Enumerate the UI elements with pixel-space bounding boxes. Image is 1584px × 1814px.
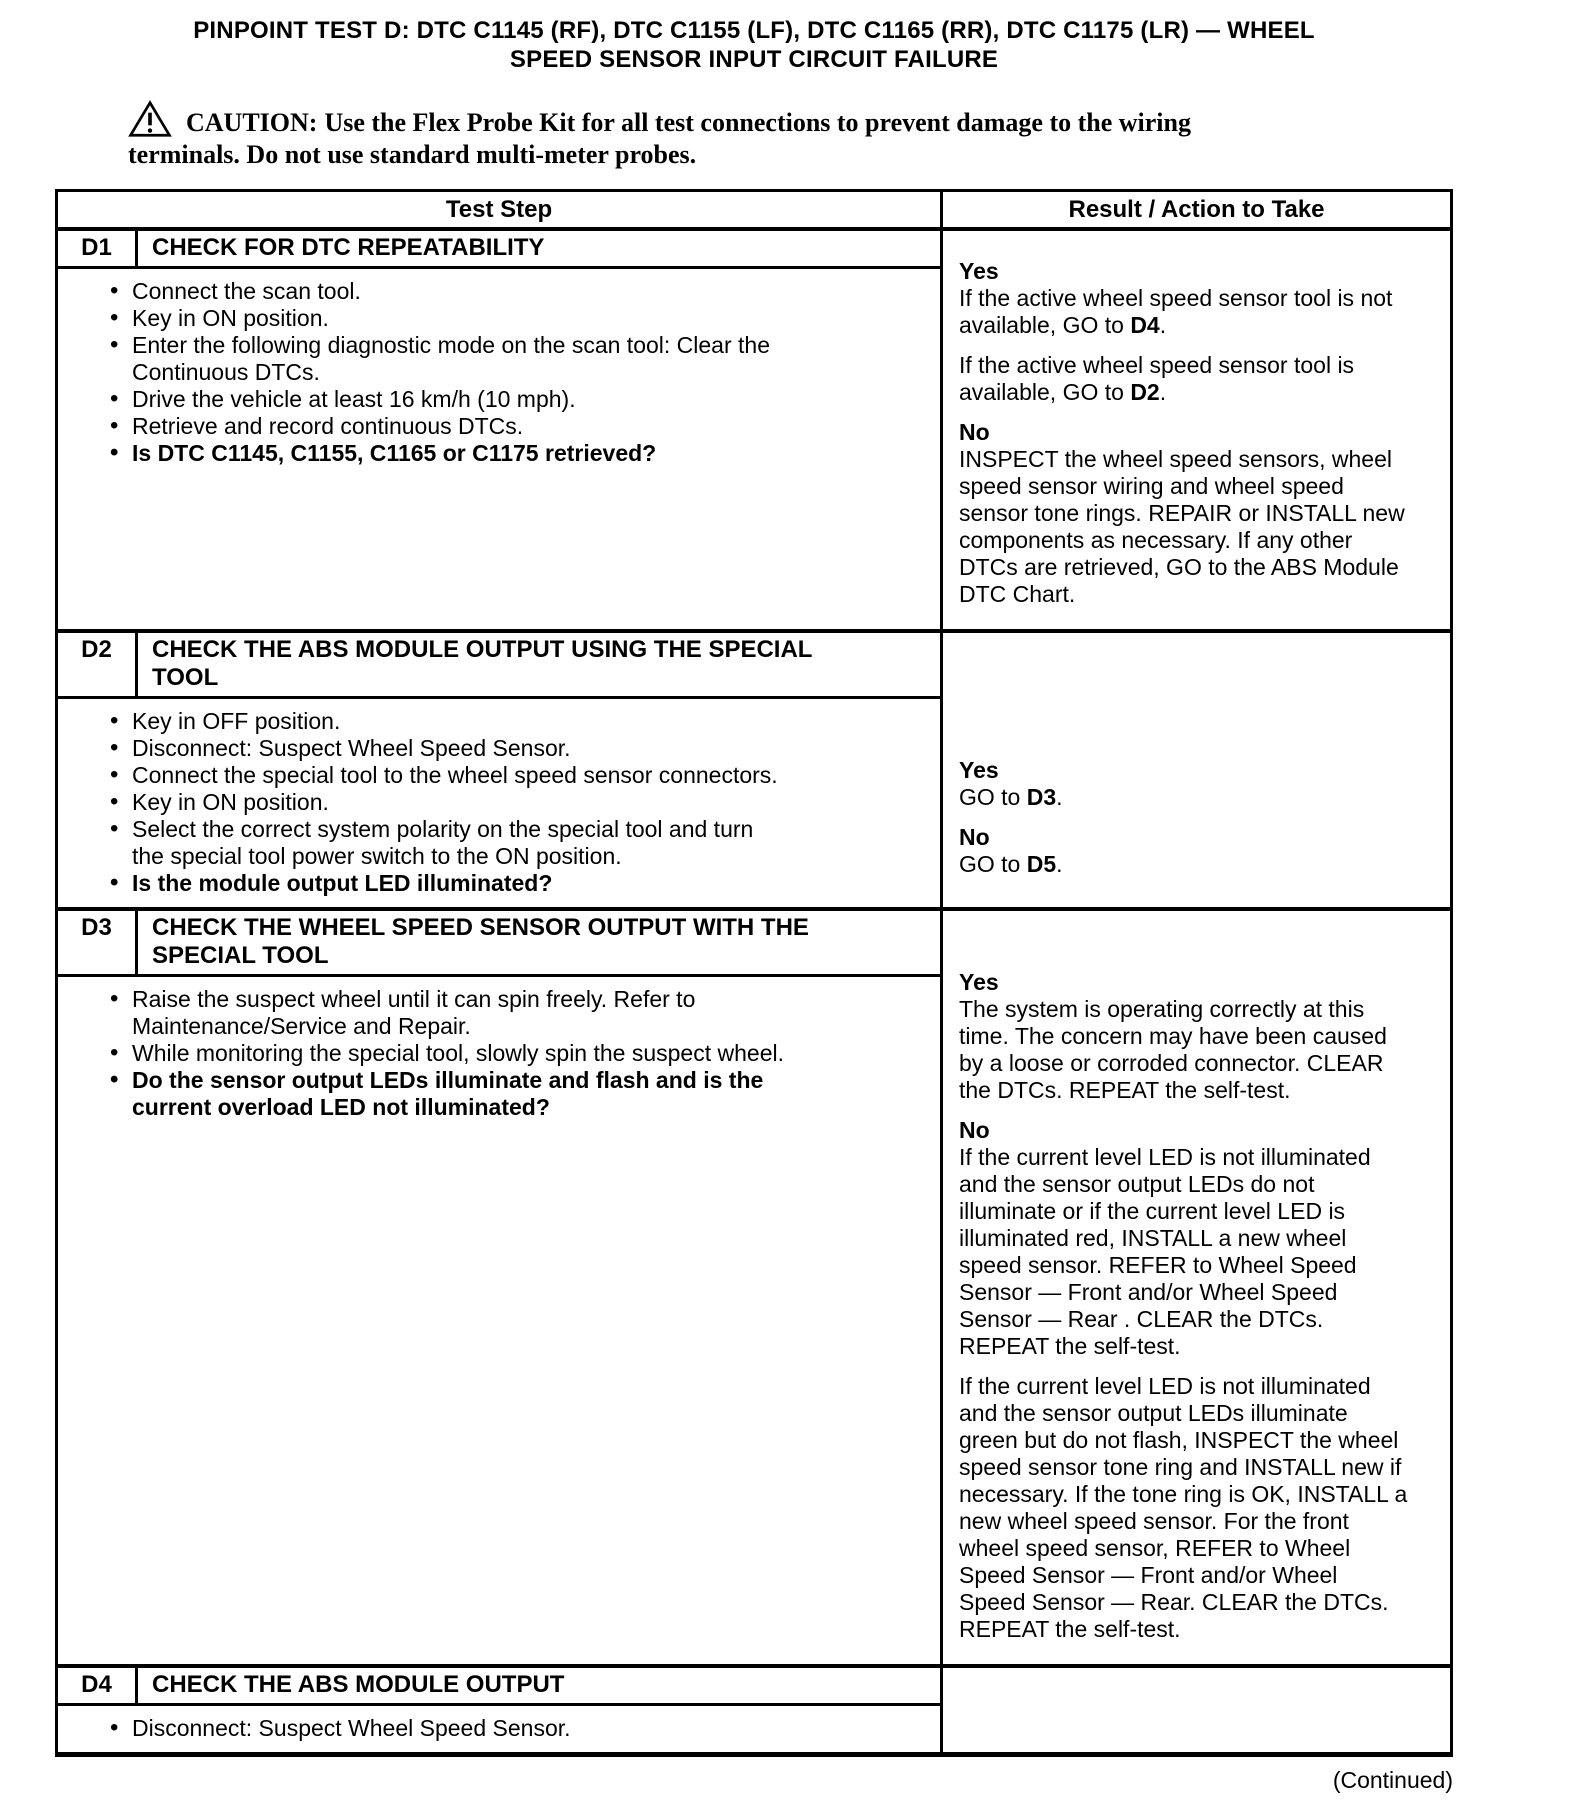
verdict-label: No <box>959 419 990 445</box>
procedure-item: • Key in ON position. <box>106 305 786 332</box>
verdict-label: Yes <box>959 757 999 783</box>
column-header-result: Result / Action to Take <box>1068 196 1325 223</box>
procedure-item: • Disconnect: Suspect Wheel Speed Sensor. <box>106 735 786 762</box>
result-paragraph: If the current level LED is not illuminated and the sensor output LEDs illuminate green but do not flash, INSPECT the wheel speed sensor tone ring and INSTALL new if necessary. If the tone ring is OK, INSTALL a new wheel speed sensor. For the front wheel speed sensor, REFER to Wheel Speed Sensor — Front and/or Wheel Speed Sensor — Rear. CLEAR the DTCs. REPEAT the self-test. <box>959 1373 1408 1642</box>
result-action-cell <box>943 633 1450 907</box>
column-header-test-step: Test Step <box>58 192 943 227</box>
step-title: CHECK THE ABS MODULE OUTPUT USING THE SPECIAL TOOL <box>152 636 813 691</box>
step-procedure-list <box>58 986 940 1121</box>
procedure-item: • Is the module output LED illuminated? <box>106 870 786 897</box>
step-header <box>58 1668 940 1706</box>
step-title: CHECK THE WHEEL SPEED SENSOR OUTPUT WITH THE SPECIAL TOOL <box>152 914 809 969</box>
verdict-label: Yes <box>959 969 999 995</box>
step-procedure-list <box>58 708 940 897</box>
step-id: D2 <box>58 633 138 696</box>
test-step-row-d1 <box>58 231 1450 629</box>
procedure-item: • Raise the suspect wheel until it can spin freely. Refer to Maintenance/Service and Repair. <box>106 986 786 1040</box>
result-paragraph: The system is operating correctly at this time. The concern may have been caused by a loose or corroded connector. CLEAR the DTCs. REPEAT the self-test. <box>959 996 1387 1103</box>
result-paragraph: GO to D5. <box>959 851 1063 877</box>
pinpoint-test-table <box>55 189 1453 1757</box>
step-title: CHECK FOR DTC REPEATABILITY <box>152 234 545 261</box>
procedure-item: • Enter the following diagnostic mode on the scan tool: Clear the Continuous DTCs. <box>106 332 786 386</box>
test-step-cell <box>58 1668 943 1752</box>
procedure-item: • Drive the vehicle at least 16 km/h (10 mph). <box>106 386 786 413</box>
test-step-row-d3 <box>58 907 1450 1664</box>
table-header-row <box>58 192 1450 231</box>
result-action-cell <box>943 231 1450 629</box>
test-steps <box>58 231 1450 1752</box>
test-step-cell <box>58 911 943 1664</box>
procedure-item: • While monitoring the special tool, slowly spin the suspect wheel. <box>106 1040 786 1067</box>
procedure-item: • Key in OFF position. <box>106 708 786 735</box>
test-step-cell <box>58 633 943 907</box>
procedure-item: • Connect the scan tool. <box>106 278 786 305</box>
result-paragraph: If the current level LED is not illuminated and the sensor output LEDs do not illuminate or if the current level LED is illuminated red, INSTALL a new wheel speed sensor. REFER to Wheel Speed Sensor — Front and/or Wheel Speed Sensor — Rear . CLEAR the DTCs. REPEAT the self-test. <box>959 1144 1371 1359</box>
caution-label: CAUTION: <box>186 108 318 137</box>
result-paragraph: GO to D3. <box>959 784 1063 810</box>
warning-triangle-icon <box>128 100 172 138</box>
verdict-label: Yes <box>959 258 999 284</box>
test-step-cell <box>58 231 943 629</box>
result-paragraph: If the active wheel speed sensor tool is not available, GO to D4. <box>959 285 1393 338</box>
result-action-cell <box>943 1668 1450 1752</box>
procedure-item: • Is DTC C1145, C1155, C1165 or C1175 retrieved? <box>106 440 786 467</box>
procedure-item: • Retrieve and record continuous DTCs. <box>106 413 786 440</box>
step-id: D3 <box>58 911 138 974</box>
step-procedure-list <box>58 278 940 467</box>
result-action-cell <box>943 911 1450 1664</box>
test-step-row-d4 <box>58 1664 1450 1752</box>
caution-note <box>128 100 1308 171</box>
result-paragraph: INSPECT the wheel speed sensors, wheel speed sensor wiring and wheel speed sensor tone rings. REPAIR or INSTALL new components as necessary. If any other DTCs are retrieved, GO to the ABS Module DTC Chart. <box>959 446 1405 607</box>
caution-text: Use the Flex Probe Kit for all test connections to prevent damage to the wiring terminals. Do not use standard multi-meter probes. <box>128 108 1191 169</box>
procedure-item: • Do the sensor output LEDs illuminate and flash and is the current overload LED not illuminated? <box>106 1067 786 1121</box>
test-step-row-d2 <box>58 629 1450 907</box>
page-title-line1: PINPOINT TEST D: DTC C1145 (RF), DTC C1155 (LF), DTC C1165 (RR), DTC C1175 (LR) — WHEEL <box>193 17 1315 44</box>
step-title: CHECK THE ABS MODULE OUTPUT <box>152 1671 565 1698</box>
verdict-label: No <box>959 824 990 850</box>
procedure-item: • Disconnect: Suspect Wheel Speed Sensor. <box>106 1715 786 1742</box>
verdict-label: No <box>959 1117 990 1143</box>
step-header <box>58 231 940 269</box>
page-title <box>55 16 1453 74</box>
step-procedure-list <box>58 1715 940 1742</box>
result-paragraph: If the active wheel speed sensor tool is available, GO to D2. <box>959 352 1355 405</box>
procedure-item: • Connect the special tool to the wheel speed sensor connectors. <box>106 762 786 789</box>
step-id: D1 <box>58 231 138 266</box>
step-header <box>58 911 940 977</box>
step-id: D4 <box>58 1668 138 1703</box>
step-header <box>58 633 940 699</box>
procedure-item: • Key in ON position. <box>106 789 786 816</box>
continued-note: (Continued) <box>1332 1767 1453 1793</box>
page-title-line2: SPEED SENSOR INPUT CIRCUIT FAILURE <box>509 46 999 73</box>
procedure-item: • Select the correct system polarity on the special tool and turn the special tool power switch to the ON position. <box>106 816 786 870</box>
